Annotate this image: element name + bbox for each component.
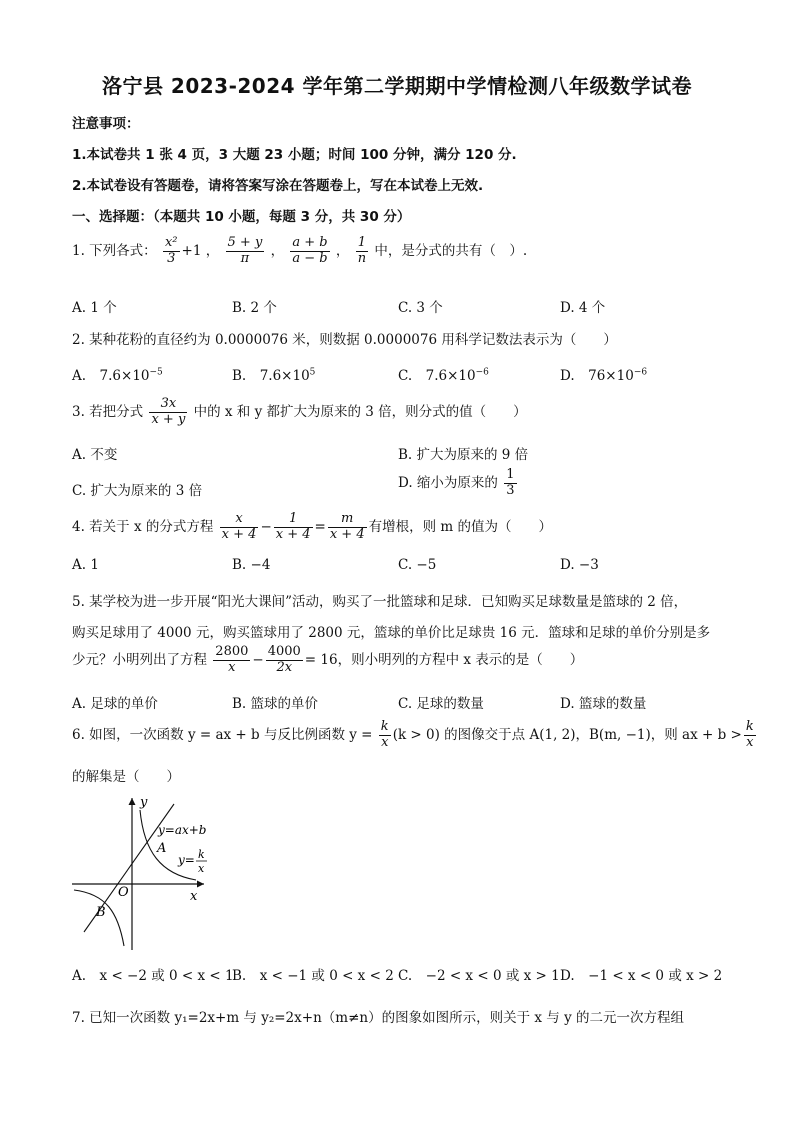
q4-option-b[interactable]: B. −4 — [232, 557, 271, 573]
q5-line3-suffix: ，则小明列的方程中 x 表示的是（ ） — [337, 651, 584, 668]
q1-option-d[interactable]: D. 4 个 — [560, 300, 606, 316]
q3-suffix: 中的 x 和 y 都扩大为原来的 3 倍，则分式的值（ ） — [193, 403, 527, 420]
q6-option-d[interactable]: D. −1 < x < 0 或 x > 2 — [560, 968, 723, 984]
question-5-line-1: 5. 某学校为进一步开展“阳光大课间”活动，购买了一批篮球和足球．已知购买足球数量是篮球的 2 倍， — [72, 594, 688, 610]
notice-item-2: 2.本试卷设有答题卷，请将答案写涂在答题卷上，写在本试卷上无效. — [72, 178, 484, 194]
q6-option-c[interactable]: C. −2 < x < 0 或 x > 1 — [398, 968, 560, 984]
q6-prefix: 6. 如图，一次函数 y = ax + b 与反比例函数 y = — [72, 726, 373, 743]
q1-fraction-1: $\frac{\text{x²}}{3}$ — [164, 235, 178, 266]
q5-fraction-2: $\frac{4000}{2x}$ — [267, 644, 301, 675]
q3-fraction: $\frac{3x}{x + y}$ — [151, 396, 186, 427]
section-heading: 一、选择题：（本题共 10 小题，每题 3 分，共 30 分） — [72, 209, 411, 225]
curve-label-num: k — [198, 848, 205, 861]
q6-option-a[interactable]: A. x < −2 或 0 < x < 1 — [72, 968, 234, 984]
q1-prefix: 1. 下列各式： — [72, 242, 157, 259]
q5-option-b[interactable]: B. 篮球的单价 — [232, 696, 319, 712]
q2-option-a[interactable]: A. $7.6\times 10^{-5}$ — [72, 367, 163, 384]
q4-suffix: 有增根，则 m 的值为（ ） — [368, 518, 552, 535]
question-6-line-2: 的解集是（ ） — [72, 769, 180, 785]
q5-option-d[interactable]: D. 篮球的数量 — [560, 696, 647, 712]
q2-option-c[interactable]: C. $7.6\times 10^{-6}$ — [398, 367, 489, 384]
q3-option-b[interactable]: B. 扩大为原来的 9 倍 — [398, 447, 529, 463]
line-label: y=ax+b — [158, 823, 207, 837]
q4-prefix: 4. 若关于 x 的分式方程 — [72, 518, 214, 535]
q5-option-c[interactable]: C. 足球的数量 — [398, 696, 484, 712]
q4-fraction-2: $\frac{1}{x + 4}$ — [275, 511, 311, 542]
q2-option-d[interactable]: D. $76\times 10^{-6}$ — [560, 367, 648, 384]
q5-option-a[interactable]: A. 足球的单价 — [72, 696, 158, 712]
hyperbola-branch-1 — [140, 810, 196, 880]
q1-option-a[interactable]: A. 1 个 — [72, 300, 117, 316]
q4-option-c[interactable]: C. −5 — [398, 557, 437, 573]
q5-line3-prefix: 少元？小明列出了方程 — [72, 651, 207, 668]
curve-label-den: x — [198, 862, 205, 875]
x-axis-label: x — [190, 889, 198, 904]
question-5-line-3: 少元？小明列出了方程 $\frac{2800}{x}$ − $\frac{4000}{2x}$ = 16，则小明列的方程中 x 表示的是（ ） — [72, 644, 584, 675]
q5-eq: = 16 — [304, 651, 338, 668]
q1-fraction-2: $\frac{5 + y}{\pi}$ — [227, 235, 263, 266]
question-7: 7. 已知一次函数 y₁=2x+m 与 y₂=2x+n（m≠n）的图象如图所示，则关于 x 与 y 的二元一次方程组 — [72, 1010, 684, 1026]
q6-fraction-2: $\frac{k}{x}$ — [745, 719, 754, 750]
question-3 — [72, 397, 527, 428]
q3-d-fraction: $\frac{1}{3}$ — [506, 467, 515, 498]
q3-option-a[interactable]: A. 不变 — [72, 447, 118, 463]
q3-option-c[interactable]: C. 扩大为原来的 3 倍 — [72, 483, 203, 499]
q3-option-d[interactable]: D. 缩小为原来的 $\frac{1}{3}$ — [398, 467, 515, 498]
question-6-line-1 — [72, 720, 758, 751]
origin-label: O — [118, 885, 129, 900]
q4-fraction-1: $\frac{x}{x + 4}$ — [221, 511, 257, 542]
q1-option-c[interactable]: C. 3 个 — [398, 300, 443, 316]
q1-option-b[interactable]: B. 2 个 — [232, 300, 277, 316]
question-1: 1. 下列各式： $\frac{\text{x²}}{3}$ +1 ， $\frac{5 + y}{\pi}$ ， $\frac{a + b}{a - b}$ ， $\frac{1}{n}$ 中，是分式的共有（ ）. — [72, 235, 528, 266]
q3-prefix: 3. 若把分式 — [72, 403, 144, 420]
q6-fraction-1: $\frac{k}{x}$ — [380, 719, 389, 750]
q2-option-b[interactable]: B. $7.6\times 10^5$ — [232, 367, 316, 384]
q5-fraction-1: $\frac{2800}{x}$ — [215, 644, 249, 675]
q1-fraction-3: $\frac{a + b}{a - b}$ — [292, 235, 328, 266]
q1-fraction-4: $\frac{1}{n}$ — [357, 235, 367, 266]
q4-option-d[interactable]: D. −3 — [560, 557, 599, 573]
q1-suffix: 中，是分式的共有（ ）. — [374, 242, 528, 259]
notice-heading: 注意事项： — [72, 116, 140, 132]
notice-item-1: 1.本试卷共 1 张 4 页，3 大题 23 小题；时间 100 分钟，满分 120 分. — [72, 147, 517, 163]
question-2: 2. 某种花粉的直径约为 0.0000076 米，则数据 0.0000076 用科学记数法表示为（ ） — [72, 332, 617, 348]
q4-fraction-3: $\frac{m}{x + 4}$ — [329, 511, 365, 542]
y-axis-label: y — [140, 795, 148, 810]
q6-graph — [66, 792, 216, 952]
question-4: 4. 若关于 x 的分式方程 $\frac{x}{x + 4}$ − $\frac{1}{x + 4}$ = $\frac{m}{x + 4}$ 有增根，则 m 的值为（ ） — [72, 511, 552, 542]
q6-option-b[interactable]: B. x < −1 或 0 < x < 2 — [232, 968, 394, 984]
q4-option-a[interactable]: A. 1 — [72, 557, 99, 573]
q6-mid: (k > 0) 的图像交于点 A(1, 2)，B(m, −1)，则 ax + b > — [392, 726, 742, 743]
question-5-line-2: 购买足球用了 4000 元，购买篮球用了 2800 元，篮球的单价比足球贵 16 元．篮球和足球的单价分别是多 — [72, 625, 711, 641]
point-b-label: B — [96, 905, 106, 920]
page-title: 洛宁县 2023-2024 学年第二学期期中学情检测八年级数学试卷 — [101, 74, 693, 98]
point-a-label: A — [157, 841, 167, 856]
curve-label: y= — [178, 853, 195, 867]
q1-f1-tail: +1 — [181, 242, 202, 259]
